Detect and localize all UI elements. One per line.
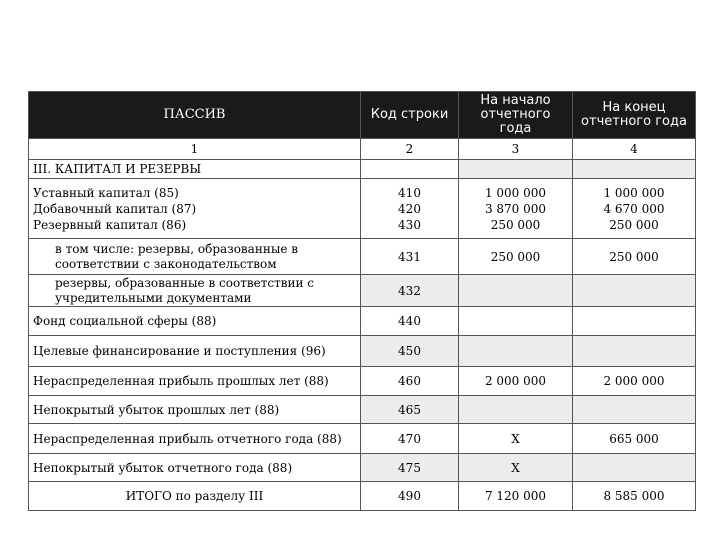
row-code: 460 [361,367,459,396]
section-title: III. КАПИТАЛ И РЕЗЕРВЫ [29,160,361,179]
row-code: 470 [361,424,459,454]
code-430: 430 [398,217,421,232]
start-420: 3 870 000 [484,201,547,216]
capital-labels [29,179,361,239]
row-label: в том числе: резервы, образованные в соответствии с законодательством [29,239,361,275]
row-start [459,396,573,424]
row-start: 2 000 000 [459,367,573,396]
colnum-3: 3 [459,139,573,160]
row-code: 475 [361,454,459,482]
header-end: На конец отчетного года [573,92,696,139]
end-410: 1 000 000 [603,185,665,200]
row-start [459,275,573,307]
capital-codes [361,179,459,239]
total-end: 8 585 000 [573,482,696,511]
header-code: Код строки [361,92,459,139]
row-start: 250 000 [459,239,573,275]
colnum-1: 1 [29,139,361,160]
colnum-2: 2 [361,139,459,160]
row-label: Нераспределенная прибыль прошлых лет (88) [29,367,361,396]
row-end: 2 000 000 [573,367,696,396]
row-start [459,307,573,336]
row-end: 250 000 [573,239,696,275]
row-end [573,454,696,482]
row-code: 465 [361,396,459,424]
row-label: резервы, образованные в соответствии с учредительными документами [29,275,361,307]
label-additional-capital: Добавочный капитал (87) [33,201,197,216]
row-start: Х [459,424,573,454]
balance-sheet-table [28,91,696,511]
table-row [29,275,696,307]
label-reserve-capital: Резервный капитал (86) [33,217,187,232]
row-end [573,307,696,336]
start-410: 1 000 000 [484,185,547,200]
capital-block-row [29,179,696,239]
total-code: 490 [361,482,459,511]
row-end [573,396,696,424]
header-start: На начало отчетного года [459,92,573,139]
capital-end-values [573,179,696,239]
row-label: Нераспределенная прибыль отчетного года (88) [29,424,361,454]
row-code: 450 [361,336,459,367]
row-code: 431 [361,239,459,275]
total-start: 7 120 000 [459,482,573,511]
row-start: Х [459,454,573,482]
table-row [29,307,696,336]
table-row [29,396,696,424]
header-passiv: ПАССИВ [29,92,361,139]
row-end [573,336,696,367]
table-row [29,424,696,454]
total-row [29,482,696,511]
row-end [573,275,696,307]
code-420: 420 [398,201,421,216]
row-code: 440 [361,307,459,336]
total-label: ИТОГО по разделу III [29,482,361,511]
row-label: Непокрытый убыток отчетного года (88) [29,454,361,482]
section-title-row [29,160,696,179]
capital-start-values [459,179,573,239]
end-430: 250 000 [609,217,659,232]
row-start [459,336,573,367]
column-numbers-row [29,139,696,160]
table-row [29,336,696,367]
table-row [29,367,696,396]
table-row [29,239,696,275]
code-410: 410 [398,185,421,200]
end-420: 4 670 000 [603,201,665,216]
table-row [29,454,696,482]
header-row [29,92,696,139]
row-label: Фонд социальной сферы (88) [29,307,361,336]
start-430: 250 000 [490,217,541,232]
row-end: 665 000 [573,424,696,454]
label-charter-capital: Уставный капитал (85) [33,185,179,200]
row-label: Непокрытый убыток прошлых лет (88) [29,396,361,424]
row-label: Целевые финансирование и поступления (96) [29,336,361,367]
colnum-4: 4 [573,139,696,160]
row-code: 432 [361,275,459,307]
